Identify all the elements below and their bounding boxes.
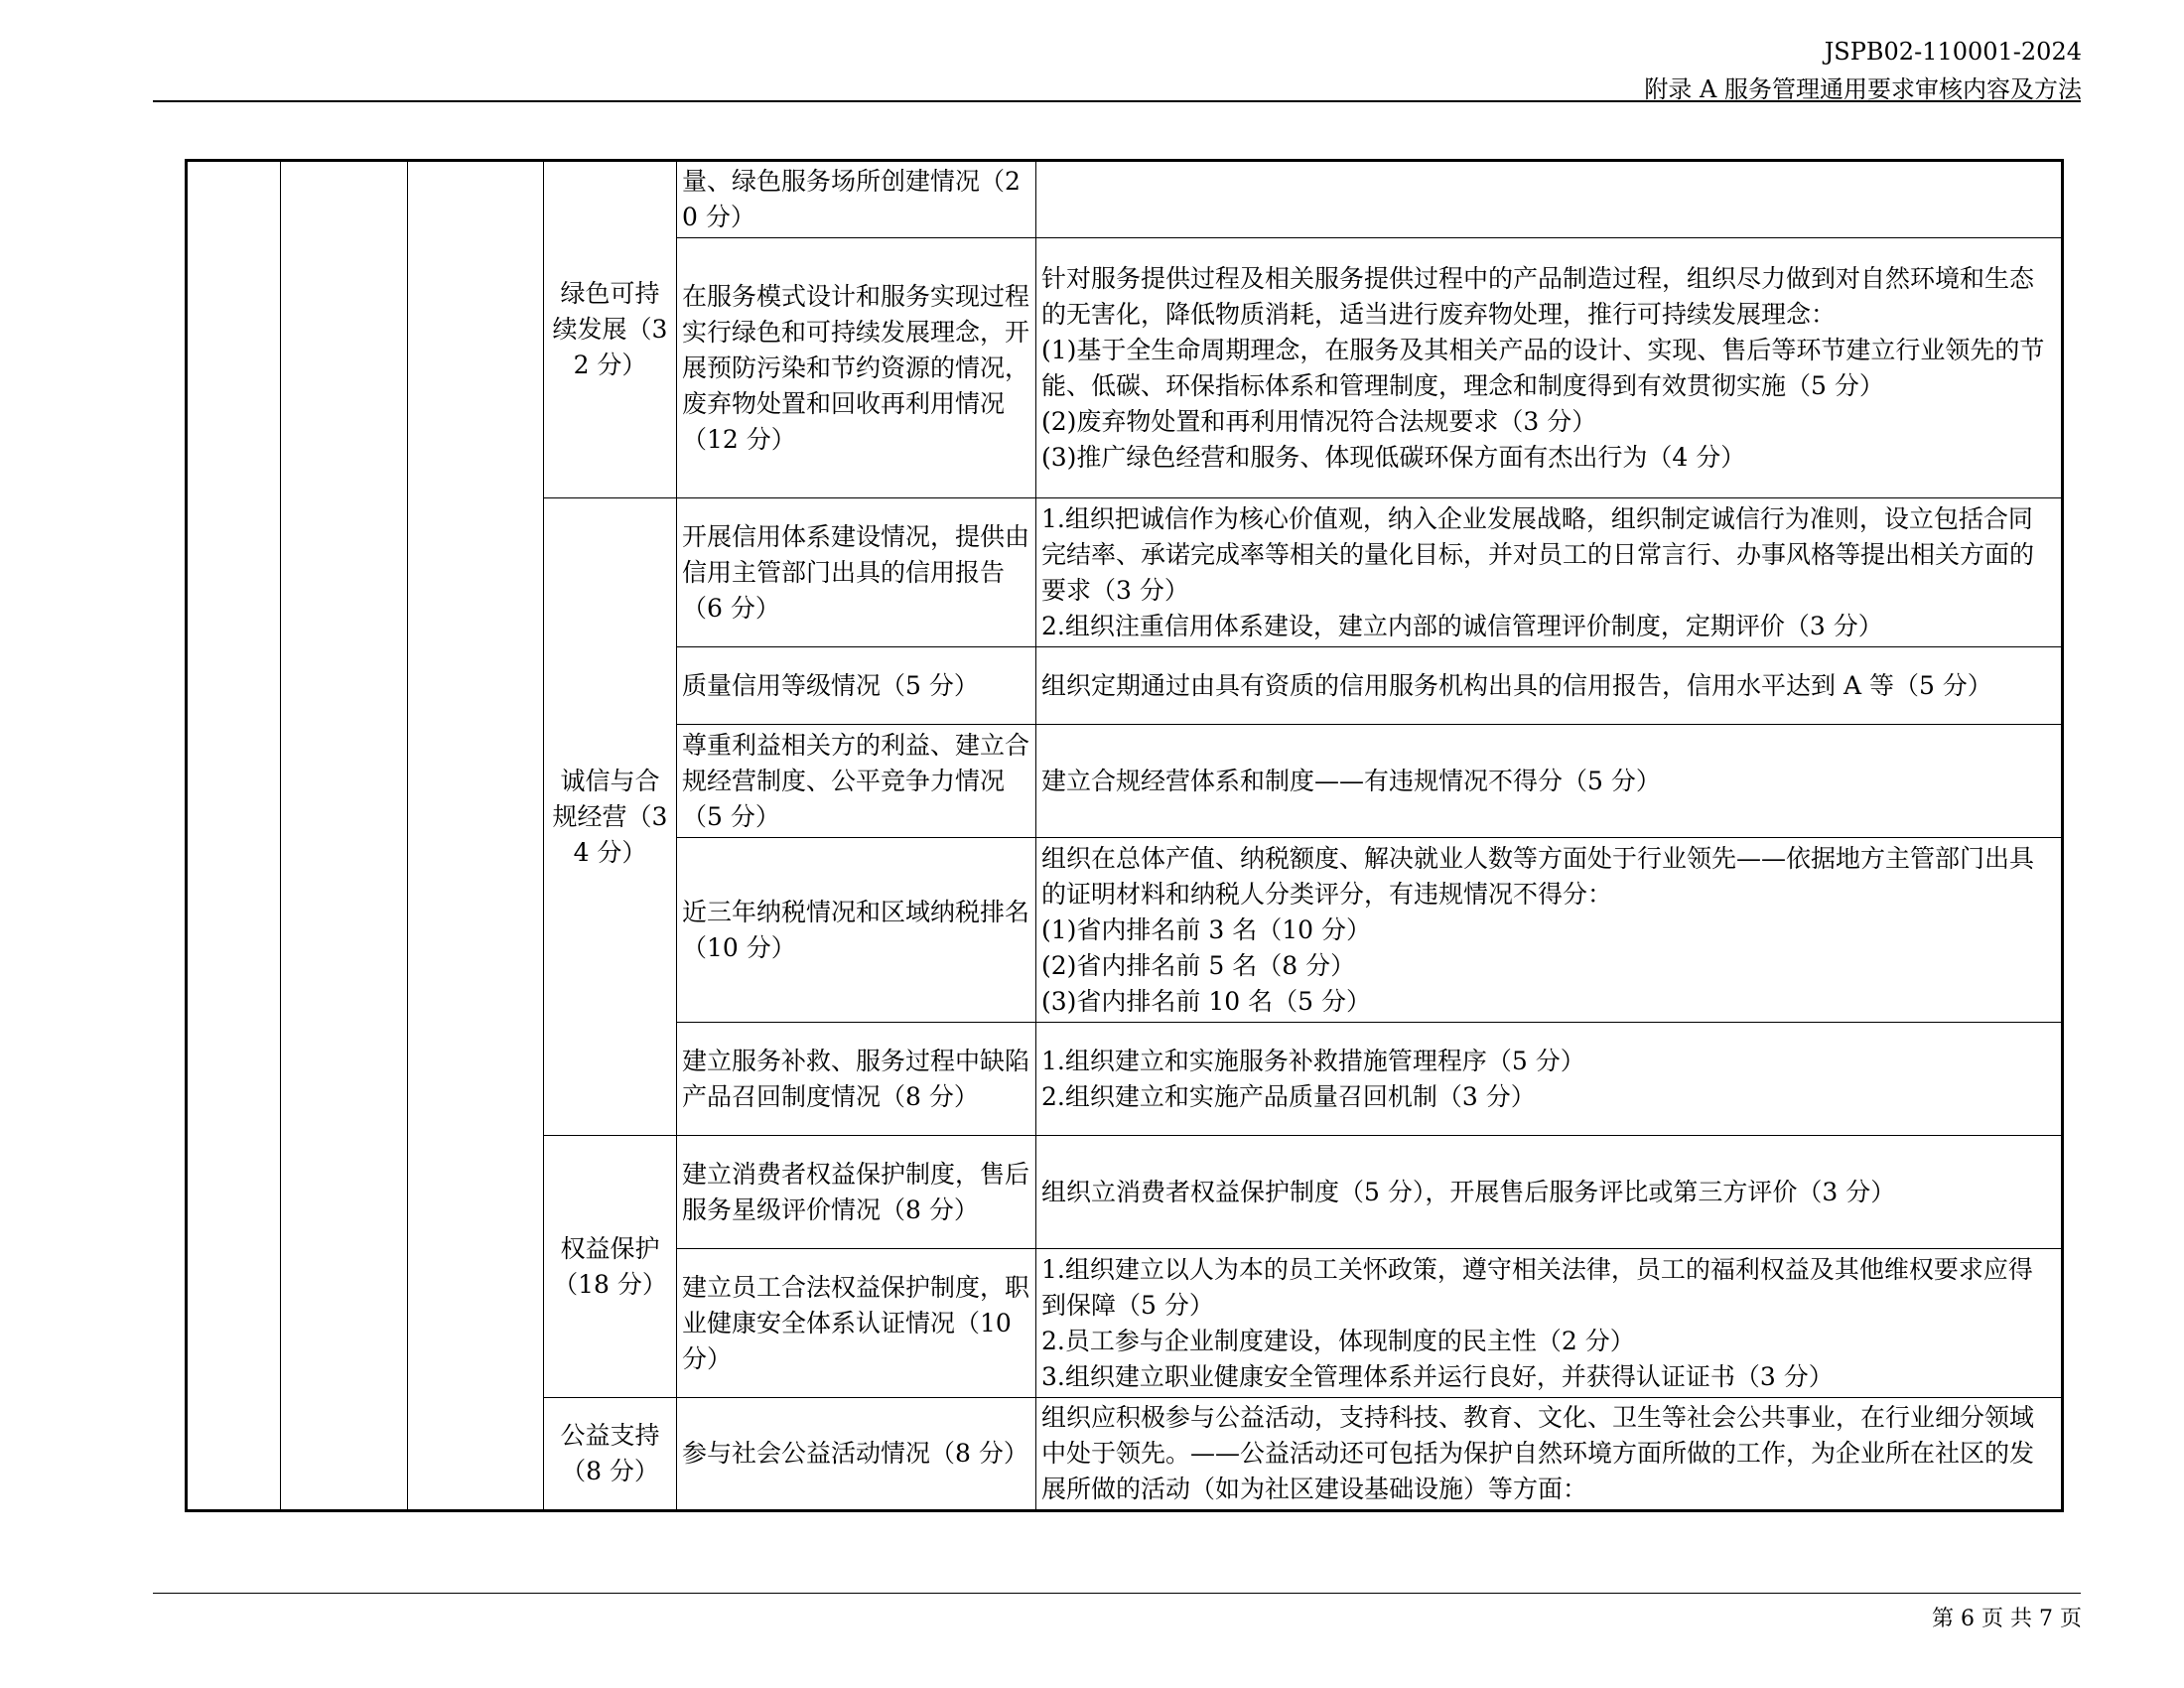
method-line: (3)省内排名前 10 名（5 分） <box>1041 986 1371 1016</box>
method-line: 1.组织把诚信作为核心价值观，纳入企业发展战略，组织制定诚信行为准则，设立包括合同完结率、承诺完成率等相关的量化目标，并对员工的日常言行、办事风格等提出相关方面的要求（3 分） <box>1041 503 2035 605</box>
page-number: 第 6 页 共 7 页 <box>1932 1607 2082 1631</box>
method-cell <box>1036 1023 2063 1136</box>
item-cell: 近三年纳税情况和区域纳税排名（10 分） <box>677 838 1036 1023</box>
method-cell <box>1036 498 2063 647</box>
item-cell: 建立消费者权益保护制度，售后服务星级评价情况（8 分） <box>677 1136 1036 1249</box>
method-line: (2)省内排名前 5 名（8 分） <box>1041 950 1356 980</box>
blank-column-3 <box>408 161 544 1511</box>
blank-column-1 <box>187 161 281 1511</box>
method-line: 组织立消费者权益保护制度（5 分），开展售后服务评比或第三方评价（3 分） <box>1041 1177 1896 1206</box>
method-line: 3.组织建立职业健康安全管理体系并运行良好，并获得认证证书（3 分） <box>1041 1361 1834 1391</box>
method-cell <box>1036 725 2063 838</box>
method-line: 1.组织建立和实施服务补救措施管理程序（5 分） <box>1041 1046 1585 1075</box>
item-cell: 参与社会公益活动情况（8 分） <box>677 1398 1036 1511</box>
method-line: 2.员工参与企业制度建设，体现制度的民主性（2 分） <box>1041 1326 1635 1355</box>
table-row <box>187 161 2063 238</box>
method-line: 2.组织建立和实施产品质量召回机制（3 分） <box>1041 1081 1536 1111</box>
method-line: (1)基于全生命周期理念，在服务及其相关产品的设计、实现、售后等环节建立行业领先的节能、低碳、环保指标体系和管理制度，理念和制度得到有效贯彻实施（5 分） <box>1041 335 2045 400</box>
method-line: (2)废弃物处置和再利用情况符合法规要求（3 分） <box>1041 406 1597 436</box>
category-cell: 权益保护（18 分） <box>544 1136 677 1398</box>
audit-content-table <box>185 159 2064 1512</box>
category-cell: 公益支持（8 分） <box>544 1398 677 1511</box>
method-cell <box>1036 161 2063 238</box>
method-cell <box>1036 1398 2063 1511</box>
item-cell: 建立服务补救、服务过程中缺陷产品召回制度情况（8 分） <box>677 1023 1036 1136</box>
method-cell <box>1036 1249 2063 1398</box>
item-cell: 开展信用体系建设情况，提供由信用主管部门出具的信用报告（6 分） <box>677 498 1036 647</box>
method-line: 组织定期通过由具有资质的信用服务机构出具的信用报告，信用水平达到 A 等（5 分） <box>1041 670 1992 700</box>
item-cell: 尊重利益相关方的利益、建立合规经营制度、公平竞争力情况（5 分） <box>677 725 1036 838</box>
item-cell: 质量信用等级情况（5 分） <box>677 647 1036 725</box>
item-cell: 建立员工合法权益保护制度，职业健康安全体系认证情况（10 分） <box>677 1249 1036 1398</box>
method-line: (3)推广绿色经营和服务、体现低碳环保方面有杰出行为（4 分） <box>1041 442 1746 472</box>
item-cell: 在服务模式设计和服务实现过程实行绿色和可持续发展理念，开展预防污染和节约资源的情况，废弃物处置和回收再利用情况（12 分） <box>677 238 1036 498</box>
method-line: 组织应积极参与公益活动，支持科技、教育、文化、卫生等社会公共事业，在行业细分领域中处于领先。——公益活动还可包括为保护自然环境方面所做的工作，为企业所在社区的发展所做的活动（如为社区建设基础设施）等方面： <box>1041 1403 2035 1503</box>
item-cell: 量、绿色服务场所创建情况（20 分） <box>677 161 1036 238</box>
method-line: (1)省内排名前 3 名（10 分） <box>1041 914 1371 944</box>
footer-divider <box>153 1593 2081 1594</box>
category-cell: 绿色可持续发展（32 分） <box>544 161 677 498</box>
document-code: JSPB02-110001-2024 <box>1824 38 2082 66</box>
method-line: 组织在总体产值、纳税额度、解决就业人数等方面处于行业领先——依据地方主管部门出具的证明材料和纳税人分类评分，有违规情况不得分： <box>1041 843 2035 909</box>
method-line: 1.组织建立以人为本的员工关怀政策，遵守相关法律，员工的福利权益及其他维权要求应得到保障（5 分） <box>1041 1254 2033 1320</box>
method-line: 建立合规经营体系和制度——有违规情况不得分（5 分） <box>1041 766 1661 795</box>
blank-column-2 <box>281 161 408 1511</box>
header-divider <box>153 100 2081 102</box>
method-line: 2.组织注重信用体系建设，建立内部的诚信管理评价制度，定期评价（3 分） <box>1041 611 1883 640</box>
method-cell <box>1036 838 2063 1023</box>
method-cell <box>1036 1136 2063 1249</box>
appendix-title: 附录 A 服务管理通用要求审核内容及方法 <box>1644 75 2082 103</box>
category-cell: 诚信与合规经营（34 分） <box>544 498 677 1136</box>
method-line: 针对服务提供过程及相关服务提供过程中的产品制造过程，组织尽力做到对自然环境和生态的无害化，降低物质消耗，适当进行废弃物处理，推行可持续发展理念： <box>1041 263 2035 329</box>
method-cell <box>1036 647 2063 725</box>
method-cell <box>1036 238 2063 498</box>
